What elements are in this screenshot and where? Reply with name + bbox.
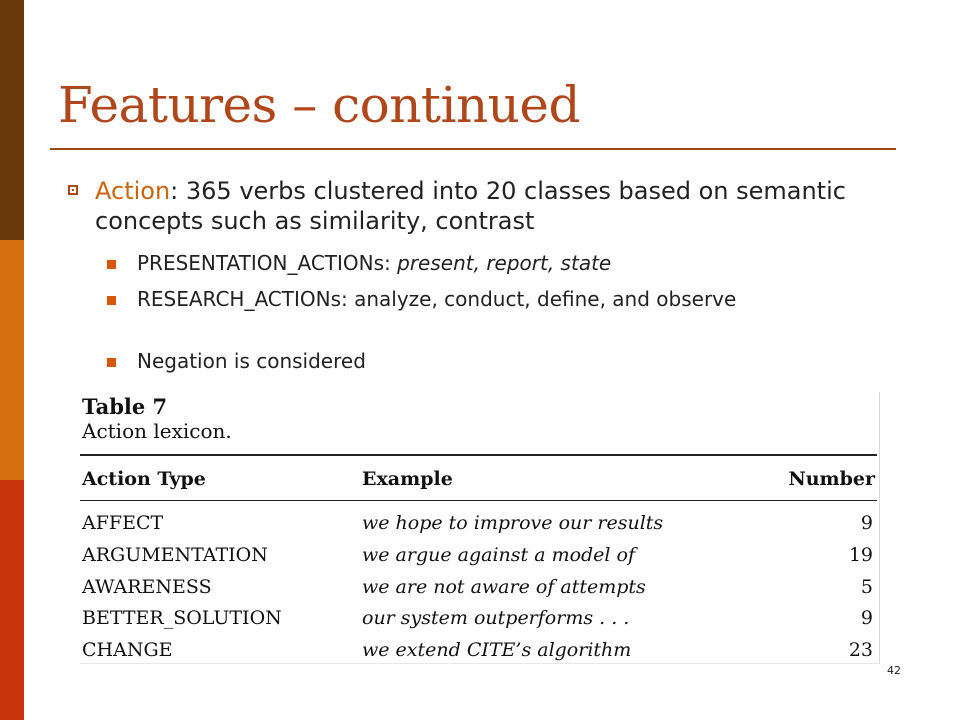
- main-bullet: [68, 176, 898, 236]
- cell-example: we are not aware of attempts: [362, 576, 646, 598]
- filled-square-bullet-icon: [107, 296, 116, 305]
- table-caption: Action lexicon.: [82, 419, 232, 443]
- table-rule-top: [80, 454, 877, 456]
- table-row: [80, 603, 877, 634]
- cell-example: our system outperforms . . .: [362, 607, 630, 629]
- sub-bullet: [107, 350, 847, 372]
- cell-action-type: CHANGE: [82, 639, 173, 661]
- title-divider: [50, 148, 896, 150]
- filled-square-bullet-icon: [107, 358, 116, 367]
- sub-bullet: [107, 288, 847, 310]
- cell-action-type: AWARENESS: [82, 576, 212, 598]
- table-rule-header: [80, 500, 877, 501]
- cell-action-type: ARGUMENTATION: [82, 544, 268, 566]
- column-header-example: Example: [362, 468, 453, 490]
- cell-number: 9: [860, 512, 873, 534]
- cell-example: we hope to improve our results: [362, 512, 664, 534]
- sub-bullet: [107, 252, 847, 274]
- filled-square-bullet-icon: [107, 260, 116, 269]
- sub-bullet-label: PRESENTATION_ACTIONs:: [137, 251, 398, 275]
- cell-number: 5: [860, 576, 873, 598]
- bullet-keyword: Action: [95, 177, 171, 205]
- side-bar-bottom: [0, 480, 24, 720]
- square-bullet-icon: [68, 185, 78, 195]
- column-header-number: Number: [788, 468, 875, 490]
- cell-number: 9: [860, 607, 873, 629]
- table-row: [80, 540, 877, 571]
- sub-bullet-detail: present, report, state: [397, 251, 612, 275]
- side-bar-middle: [0, 240, 24, 480]
- column-header-type: Action Type: [82, 468, 206, 490]
- page-number: 42: [887, 664, 901, 677]
- table-title: Table 7: [82, 394, 168, 419]
- table-row: [80, 635, 877, 666]
- cell-number: 19: [848, 544, 873, 566]
- bullet-text: : 365 verbs clustered into 20 classes based on semantic concepts such as similarity, contrast: [95, 177, 846, 235]
- action-lexicon-table: [80, 392, 880, 664]
- table-row: [80, 572, 877, 603]
- table-row: [80, 508, 877, 539]
- cell-action-type: BETTER_SOLUTION: [82, 607, 282, 629]
- cell-example: we argue against a model of: [362, 544, 636, 566]
- cell-number: 23: [848, 639, 873, 661]
- sub-bullet-label: Negation is considered: [137, 349, 366, 373]
- sub-bullet-label: RESEARCH_ACTIONs: analyze, conduct, define, and observe: [137, 287, 737, 311]
- slide-title: Features – continued: [58, 76, 580, 134]
- cell-action-type: AFFECT: [82, 512, 164, 534]
- side-bar-top: [0, 0, 24, 240]
- cell-example: we extend CITE’s algorithm: [362, 639, 632, 661]
